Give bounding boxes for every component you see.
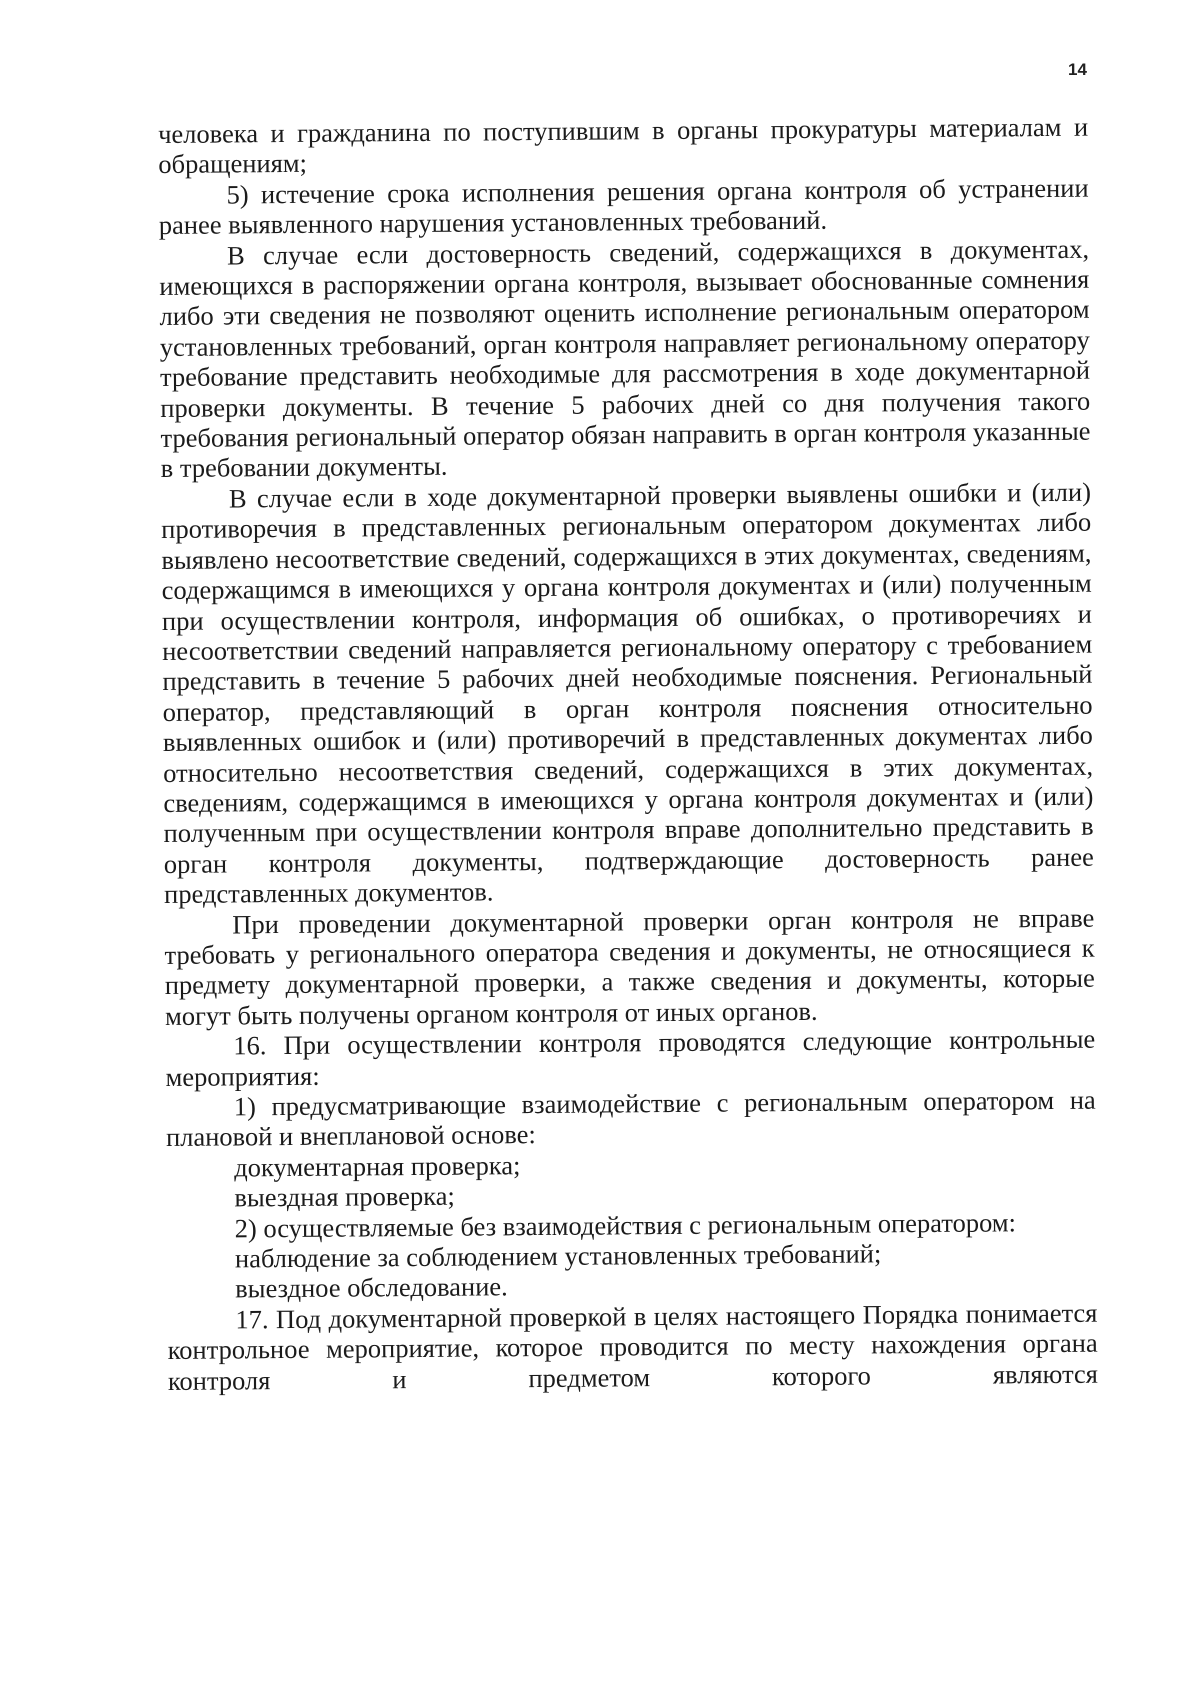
paragraph-continuation: человека и гражданина по поступившим в органы прокуратуры материалам и обращениям;: [158, 111, 1089, 180]
list-item: 2) осуществляемые без взаимодействия с региональным оператором:: [234, 1206, 1017, 1244]
list-item: выездное обследование.: [235, 1271, 508, 1304]
paragraph-16-item-1: 1) предусматривающие взаимодействие с региональным оператором на плановой и внеплановой основе:: [165, 1084, 1096, 1153]
paragraph-restrictions: При проведении документарной проверки орган контроля не вправе требовать у регионального оператора сведения и документы, не относящиеся к предмету документарной проверки, а также сведения и документы, которые могут быть получены органом контроля от иных органов.: [164, 902, 1095, 1031]
paragraph-errors-contradictions: В случае если в ходе документарной проверки выявлены ошибки и (или) противоречия в представленных региональным оператором документах либо выявлено несоответствие сведений, содержащихся в этих документах, сведениям, содержащимся в имеющихся у органа контроля документах и (или) полученным при осуществлении контроля, информация об ошибках, о противоречиях и несоответствии сведений направляется региональному оператору с требованием представить в течение 5 рабочих дней необходимые пояснения. Региональный оператор, представляющий в орган контроля пояснения относительно выявленных ошибок и (или) противоречий в представленных документах либо относительно несоответствия сведений, содержащихся в этих документах, сведениям, содержащимся в имеющихся у органа контроля документах и (или) полученным при осуществлении контроля вправе дополнительно представить в орган контроля документы, подтверждающие достоверность ранее представленных документов.: [161, 476, 1094, 910]
paragraph-reliability-doubt: В случае если достоверность сведений, содержащихся в документах, имеющихся в распоряжении органа контроля, вызывает обоснованные сомнения либо эти сведения не позволяют оценить исполнение региональным оператором установленных требований, орган контроля направляет региональному оператору требование представить необходимые для рассмотрения в ходе документарной проверки документы. В течение 5 рабочих дней со дня получения такого требования региональный оператор обязан направить в орган контроля указанные в требовании документы.: [159, 233, 1091, 484]
list-item: наблюдение за соблюдением установленных требований;: [234, 1238, 882, 1274]
paragraph-16: 16. При осуществлении контроля проводятся следующие контрольные мероприятия:: [165, 1023, 1096, 1092]
document-body: [158, 112, 1098, 1396]
list-item: документарная проверка;: [234, 1149, 521, 1183]
list-item: выездная проверка;: [234, 1180, 455, 1213]
paragraph-17: 17. Под документарной проверкой в целях настоящего Порядка понимается контрольное мероприятие, которое проводится по месту нахождения органа контроля и предметом которого являются: [167, 1297, 1098, 1396]
paragraph-item-5: 5) истечение срока исполнения решения органа контроля об устранении ранее выявленного нарушения установленных требований.: [158, 172, 1089, 241]
page-number: 14: [1068, 60, 1087, 79]
